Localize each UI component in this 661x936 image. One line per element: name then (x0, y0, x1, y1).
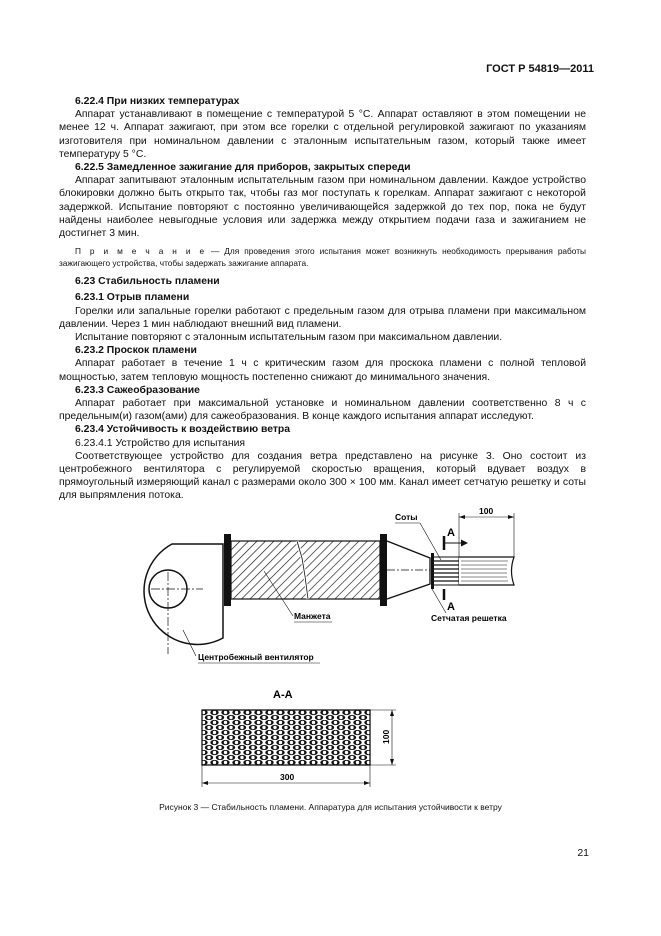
label-cuff: Манжета (294, 611, 331, 621)
flange-left (224, 534, 231, 606)
flange-right (380, 534, 387, 606)
heading-6-23-2: 6.23.2 Проскок пламени (75, 345, 197, 357)
note-label: П р и м е ч а н и е (75, 246, 207, 257)
label-mesh-grid: Сетчатая решетка (431, 613, 507, 623)
dim-100-side: 100 (381, 729, 391, 744)
heading-6-22-5: 6.22.5 Замедленное зажигание для приборов, закрытых спереди (75, 162, 411, 174)
honeycomb-straightener (433, 557, 459, 585)
subheading-6-23-4-1: 6.23.4.1 Устройство для испытания (75, 437, 246, 449)
paragraph: Аппарат работает в течение 1 ч с критическим газом для проскока пламени с полной тепловой мощностью, затем тепловую мощность постепенно снижают до минимального значения. (59, 358, 586, 383)
dim-100-top: 100 (479, 506, 494, 516)
heading-6-23-4: 6.23.4 Устойчивость к воздействию ветра (75, 424, 291, 436)
label-fan: Центробежный вентилятор (198, 652, 314, 662)
paragraph: Аппарат запитывают эталонным испытательным газом при номинальном давлении. Каждое устройство блокировки должно быть открыто так, чтобы газ мог поступать к горелкам. Аппарат зажигают с некоторой задержкой. Испытание повторяют с постоянно увеличивающейся задержкой до тех пор, пока не будут найдены наиболее невыгодные условия или задержка между открытием подачи газа и зажиганием не достигнет 3 мин. (59, 175, 586, 240)
label-honeycomb: Соты (395, 512, 418, 522)
document-code: ГОСТ Р 54819—2011 (486, 63, 594, 75)
heading-6-23-3: 6.23.3 Сажеобразование (75, 384, 200, 396)
paragraph: Горелки или запальные горелки работают с предельным газом для отрыва пламени при максимальном давлении. Через 1 мин наблюдают внешний вид пламени. (59, 305, 586, 330)
page-number: 21 (577, 847, 589, 859)
heading-6-23: 6.23 Стабильность пламени (75, 276, 220, 288)
dim-300: 300 (280, 772, 295, 782)
section-mark-bottom: А (447, 601, 455, 613)
heading-6-23-1: 6.23.1 Отрыв пламени (75, 292, 190, 304)
heading-6-22-4: 6.22.4 При низких температурах (75, 96, 240, 107)
section-mark-top: А (447, 527, 455, 539)
paragraph: Аппарат устанавливают в помещение с температурой 5 °С. Аппарат оставляют в этом помещении не менее 12 ч. Аппарат зажигают, при этом все горелки с отдельной регулировкой зажигают по указаниям изготовителя при номинальном давлении с эталонным испытательным газом, который также имеет температуру 5 °С. (59, 109, 586, 160)
paragraph: Соответствующее устройство для создания ветра представлено на рисунке 3. Оно состоит из центробежного вентилятора с регулируемой скоростью вращения, который вдувает воздух в прямоугольный измеряющий канал с размерами около 300 × 100 мм. Канал имеет сетчатую решетку и соты для выпрямления потока. (59, 450, 586, 502)
paragraph: Испытание повторяют с эталонным испытательным газом при максимальном давлении. (75, 332, 503, 344)
mesh-grid (431, 553, 434, 589)
section-title: А-А (273, 689, 293, 701)
honeycomb-section (202, 710, 370, 765)
note-text: — Для проведения этого испытания может возникнуть необходимость прерывания работы зажигающего устройства, чтобы задержать зажигание аппарата. (59, 246, 586, 269)
paragraph: Аппарат работает при максимальной установке и номинальном давлении соответственно 8 ч с предельным(и) газом(ами) для сажеобразования. В конце каждого испытания аппарат исследуют. (59, 398, 586, 423)
figure-caption: Рисунок 3 — Стабильность пламени. Аппаратура для испытания устойчивости к ветру (159, 802, 502, 812)
